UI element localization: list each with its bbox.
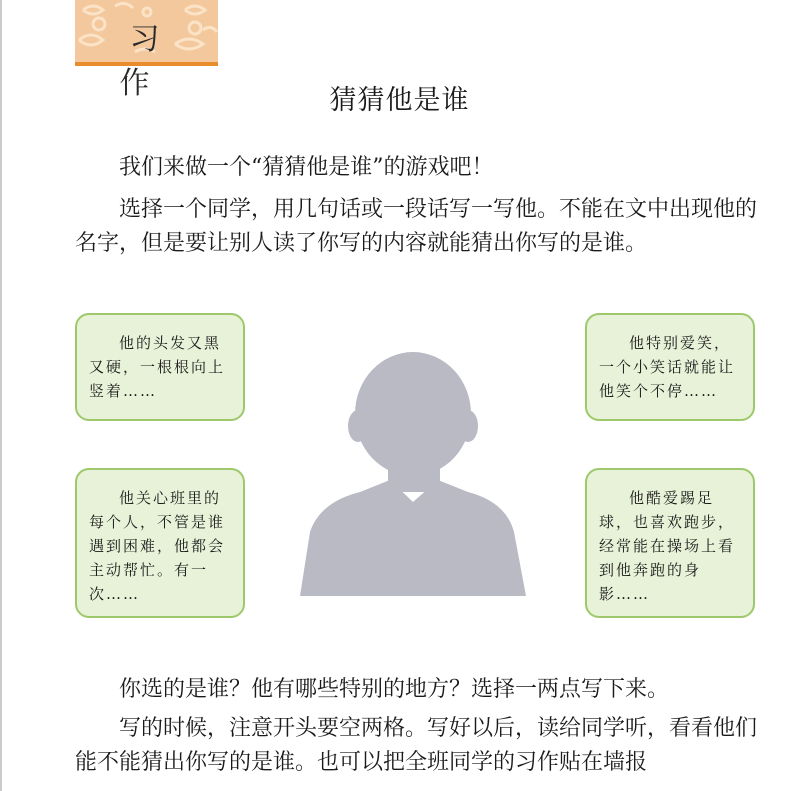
page-title: 猜猜他是谁: [329, 85, 470, 116]
section-banner: [75, 0, 218, 101]
hint-bubble-hair: 他的头发又黑又硬，一根根向上竖着……: [75, 313, 245, 421]
section-label: 习 作: [119, 22, 184, 101]
hint-bubble-helpful: 他关心班里的每个人，不管是谁遇到困难，他都会主动帮忙。有一次……: [75, 468, 245, 618]
hint-bubble-sports: 他酷爱踢足球，也喜欢跑步，经常能在操场上看到他奔跑的身影……: [585, 468, 755, 618]
page-edge: [0, 0, 2, 791]
person-silhouette-icon: [300, 352, 530, 596]
hint-bubble-laugh: 他特别爱笑，一个小笑话就能让他笑个不停……: [585, 313, 755, 421]
intro-paragraph-1: 我们来做一个“猜猜他是谁”的游戏吧！: [119, 155, 494, 180]
intro-paragraph-2: 选择一个同学，用几句话或一段话写一写他。不能在文中出现他的名字，但是要让别人读了你写的内容就能猜出你写的是谁。: [75, 197, 758, 256]
outro-paragraph-1: 你选的是谁？他有哪些特别的地方？选择一两点写下来。: [119, 677, 670, 702]
outro-paragraph-2: 写的时候，注意开头要空两格。写好以后，读给同学听，看看他们能不能猜出你写的是谁。也可以把全班同学的习作贴在墙报: [75, 716, 758, 775]
